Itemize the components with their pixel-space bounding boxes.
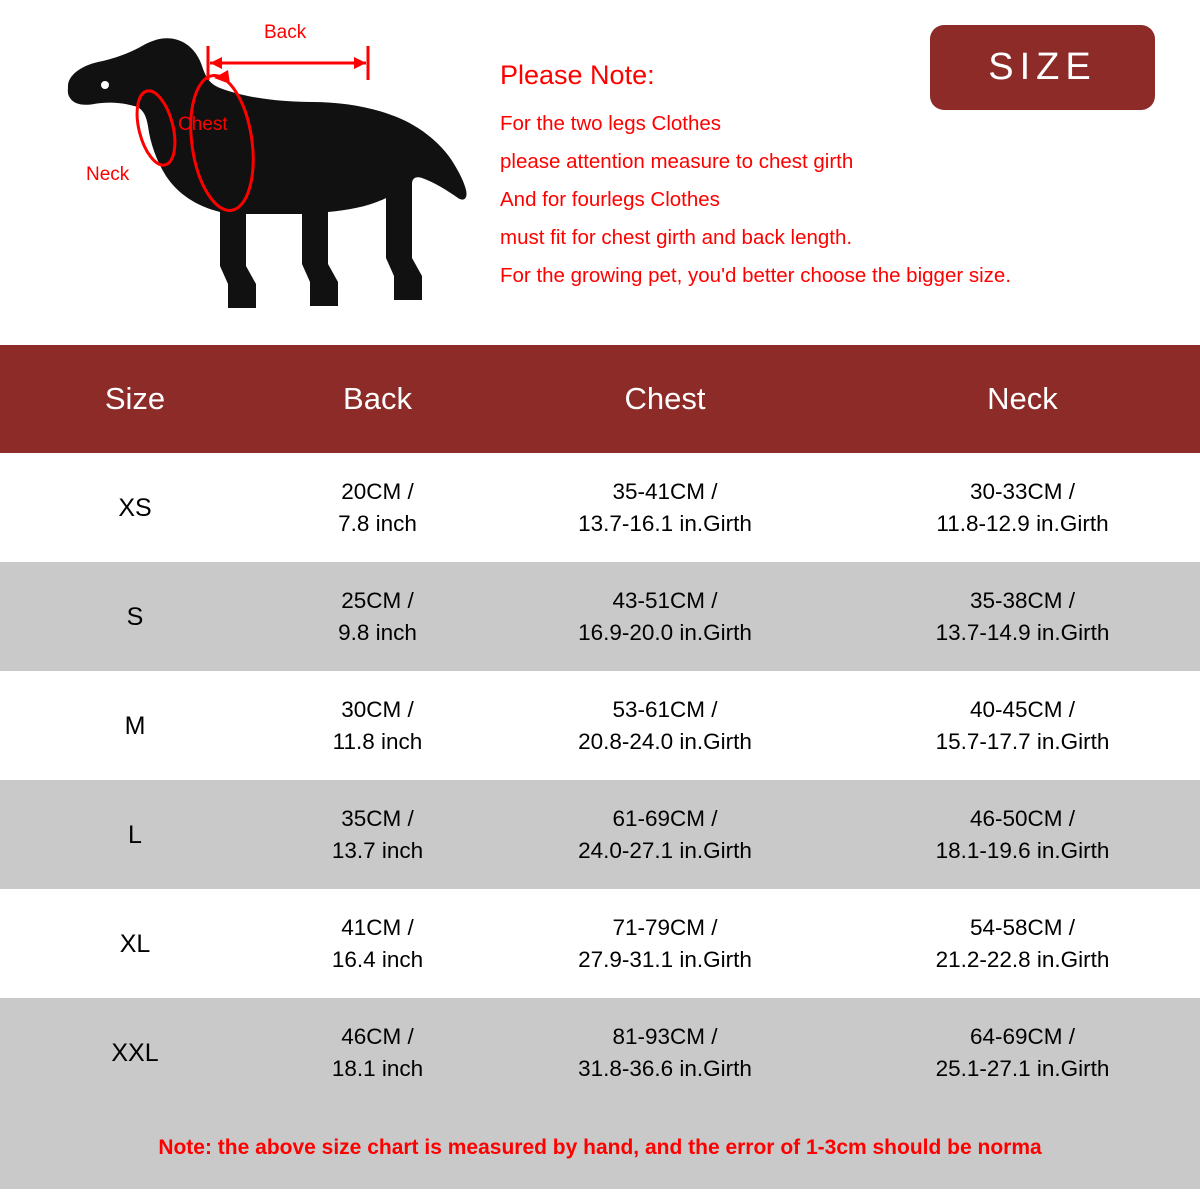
cell-back-in: 11.8 inch (332, 728, 423, 754)
cell-size: XS (0, 453, 270, 562)
cell-back-cm: 35CM / (341, 805, 414, 831)
cell-chest-in: 27.9-31.1 in.Girth (578, 946, 752, 972)
note-line-3: And for fourlegs Clothes (500, 188, 720, 211)
column-header-chest: Chest (485, 345, 845, 453)
cell-neck-cm: 30-33CM / (969, 478, 1076, 504)
cell-chest-cm: 43-51CM / (612, 587, 718, 613)
table-row (0, 453, 1200, 562)
cell-chest-cm: 35-41CM / (612, 478, 718, 504)
table-header-row (0, 345, 1200, 453)
cell-chest-in: 31.8-36.6 in.Girth (578, 1055, 752, 1081)
cell-back-in: 9.8 inch (338, 619, 417, 645)
cell-size: L (0, 780, 270, 889)
cell-chest (485, 998, 845, 1107)
cell-back-in: 16.4 inch (331, 946, 424, 972)
cell-neck-in: 11.8-12.9 in.Girth (936, 510, 1109, 536)
size-table (0, 345, 1200, 1107)
table-row (0, 671, 1200, 780)
column-header-neck: Neck (845, 345, 1200, 453)
cell-size: XXL (0, 998, 270, 1107)
cell-neck-cm: 46-50CM / (969, 805, 1076, 831)
column-header-size: Size (0, 345, 270, 453)
cell-neck-in: 18.1-19.6 in.Girth (935, 837, 1110, 863)
back-label: Back (264, 22, 307, 43)
table-row (0, 780, 1200, 889)
table-row (0, 998, 1200, 1107)
cell-neck (845, 562, 1200, 671)
cell-chest (485, 889, 845, 998)
cell-neck-cm: 54-58CM / (969, 914, 1076, 940)
dog-silhouette-icon (50, 18, 470, 318)
cell-chest-in: 16.9-20.0 in.Girth (578, 619, 752, 645)
cell-size: XL (0, 889, 270, 998)
cell-neck (845, 671, 1200, 780)
cell-back (270, 998, 485, 1107)
cell-back (270, 889, 485, 998)
table-row (0, 562, 1200, 671)
cell-back (270, 562, 485, 671)
cell-back (270, 453, 485, 562)
cell-chest-in: 20.8-24.0 in.Girth (578, 728, 752, 754)
cell-back-in: 13.7 inch (331, 837, 424, 863)
please-note-title: Please Note: (500, 60, 655, 90)
cell-chest-cm: 81-93CM / (612, 1023, 718, 1049)
chest-label: Chest (178, 114, 228, 135)
size-badge: SIZE (930, 25, 1155, 110)
cell-neck-cm: 64-69CM / (969, 1023, 1076, 1049)
cell-chest (485, 780, 845, 889)
cell-chest (485, 671, 845, 780)
cell-neck (845, 453, 1200, 562)
cell-neck (845, 780, 1200, 889)
cell-back (270, 671, 485, 780)
cell-back-cm: 30CM / (341, 696, 414, 722)
note-line-4: must fit for chest girth and back length. (500, 226, 853, 249)
neck-label: Neck (86, 164, 130, 185)
header-section (0, 0, 1200, 345)
cell-back-in: 7.8 inch (338, 510, 417, 536)
note-line-2: please attention measure to chest girth (500, 150, 854, 173)
cell-chest-in: 13.7-16.1 in.Girth (578, 510, 752, 536)
footer-disclaimer: Note: the above size chart is measured by hand, and the error of 1-3cm should be norma (0, 1107, 1200, 1189)
cell-chest (485, 562, 845, 671)
cell-back-cm: 25CM / (341, 587, 414, 613)
cell-chest-cm: 61-69CM / (612, 805, 718, 831)
note-line-1: For the two legs Clothes (500, 112, 722, 135)
cell-neck (845, 889, 1200, 998)
cell-neck-in: 25.1-27.1 in.Girth (935, 1055, 1110, 1081)
cell-size: M (0, 671, 270, 780)
cell-back (270, 780, 485, 889)
column-header-back: Back (270, 345, 485, 453)
table-row (0, 889, 1200, 998)
cell-neck-cm: 40-45CM / (969, 696, 1076, 722)
cell-neck-in: 13.7-14.9 in.Girth (935, 619, 1110, 645)
cell-chest (485, 453, 845, 562)
cell-neck (845, 998, 1200, 1107)
cell-chest-cm: 53-61CM / (612, 696, 718, 722)
cell-chest-cm: 71-79CM / (612, 914, 718, 940)
cell-size: S (0, 562, 270, 671)
cell-chest-in: 24.0-27.1 in.Girth (578, 837, 752, 863)
cell-back-cm: 20CM / (341, 478, 414, 504)
cell-back-cm: 46CM / (341, 1023, 414, 1049)
cell-back-in: 18.1 inch (331, 1055, 424, 1081)
cell-back-cm: 41CM / (341, 914, 414, 940)
dog-measurement-diagram (50, 18, 470, 318)
cell-neck-cm: 35-38CM / (969, 587, 1076, 613)
cell-neck-in: 15.7-17.7 in.Girth (935, 728, 1110, 754)
cell-neck-in: 21.2-22.8 in.Girth (935, 946, 1110, 972)
note-line-5: For the growing pet, you'd better choose the bigger size. (500, 264, 1012, 287)
